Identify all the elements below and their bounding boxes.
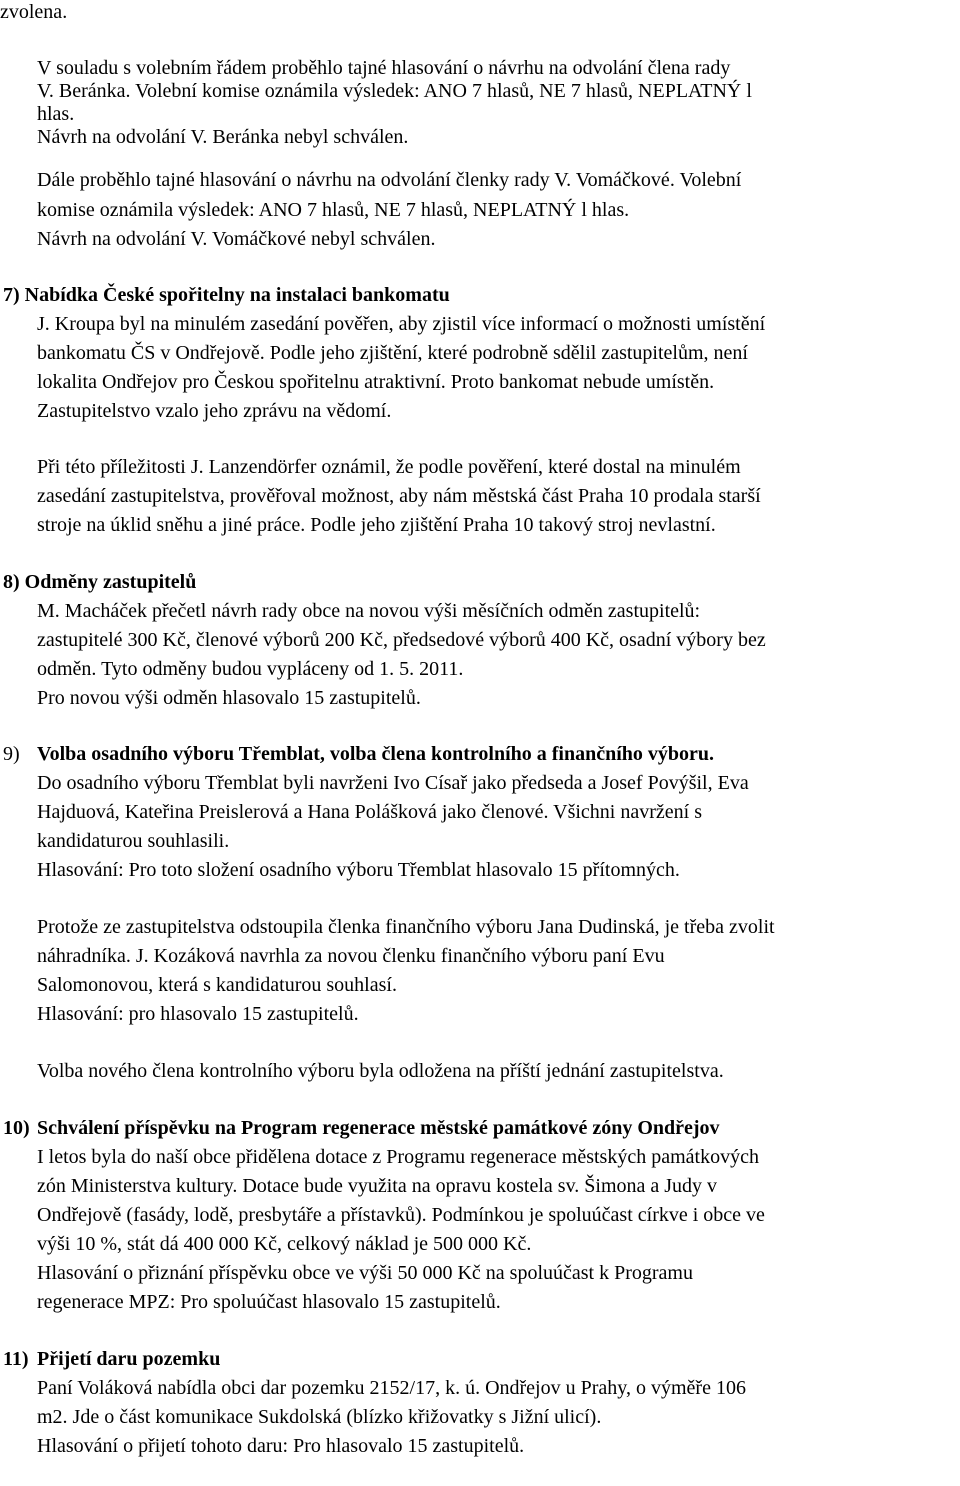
text-line: hlas. xyxy=(37,103,75,125)
text-line: Hajduová, Kateřina Preislerová a Hana Polášková jako členové. Všichni navržení s xyxy=(37,801,702,823)
section-heading: 7) Nabídka České spořitelny na instalaci bankomatu xyxy=(3,284,450,306)
text-line: Hlasování o přijetí tohoto daru: Pro hlasovalo 15 zastupitelů. xyxy=(37,1435,525,1457)
section-heading: 8) Odměny zastupitelů xyxy=(3,571,197,593)
text-line: Pro novou výši odměn hlasovalo 15 zastupitelů. xyxy=(37,687,421,709)
text-line: Hlasování: Pro toto složení osadního výboru Třemblat hlasovalo 15 přítomných. xyxy=(37,859,680,881)
text-line: regenerace MPZ: Pro spoluúčast hlasovalo 15 zastupitelů. xyxy=(37,1291,501,1313)
section-heading: Přijetí daru pozemku xyxy=(37,1348,221,1370)
text-line: výši 10 %, stát dá 400 000 Kč, celkový náklad je 500 000 Kč. xyxy=(37,1233,532,1255)
text-line: Zastupitelstvo vzalo jeho zprávu na vědomí. xyxy=(37,400,392,422)
text-line: Hlasování: pro hlasovalo 15 zastupitelů. xyxy=(37,1003,359,1025)
section-number: 11) xyxy=(3,1348,29,1370)
text-line: náhradníka. J. Kozáková navrhla za novou členku finančního výboru paní Evu xyxy=(37,945,665,967)
text-line: Dále proběhlo tajné hlasování o návrhu na odvolání členky rady V. Vomáčkové. Volební xyxy=(37,169,742,191)
text-line: I letos byla do naší obce přidělena dotace z Programu regenerace městských památkových xyxy=(37,1146,759,1168)
text-line: zastupitelé 300 Kč, členové výborů 200 Kč, předsedové výborů 400 Kč, osadní výbory bez xyxy=(37,629,766,651)
text-line: lokalita Ondřejov pro Českou spořitelnu atraktivní. Proto bankomat nebude umístěn. xyxy=(37,371,715,393)
text-line: Volba nového člena kontrolního výboru byla odložena na příští jednání zastupitelstva. xyxy=(37,1060,724,1082)
text-line: zón Ministerstva kultury. Dotace bude využita na opravu kostela sv. Šimona a Judy v xyxy=(37,1175,718,1197)
text-line: Salomonovou, která s kandidaturou souhlasí. xyxy=(37,974,397,996)
text-line: Hlasování o přiznání příspěvku obce ve výši 50 000 Kč na spoluúčast k Programu xyxy=(37,1262,693,1284)
section-number: 10) xyxy=(3,1117,30,1139)
text-line: V souladu s volebním řádem proběhlo tajné hlasování o návrhu na odvolání člena rady xyxy=(37,57,731,79)
text-line: Paní Voláková nabídla obci dar pozemku 2152/17, k. ú. Ondřejov u Prahy, o výměře 106 xyxy=(37,1377,746,1399)
text-line: kandidaturou souhlasili. xyxy=(37,830,230,852)
text-line: Do osadního výboru Třemblat byli navrženi Ivo Císař jako předseda a Josef Povýšil, Eva xyxy=(37,772,749,794)
text-line: V. Beránka. Volební komise oznámila výsledek: ANO 7 hlasů, NE 7 hlasů, NEPLATNÝ l xyxy=(37,80,752,102)
text-line: komise oznámila výsledek: ANO 7 hlasů, NE 7 hlasů, NEPLATNÝ l hlas. xyxy=(37,199,630,221)
text-line: m2. Jde o část komunikace Sukdolská (blízko křižovatky s Jižní ulicí). xyxy=(37,1406,602,1428)
text-line: odměn. Tyto odměny budou vypláceny od 1. 5. 2011. xyxy=(37,658,464,680)
text-line: zvolena. xyxy=(0,1,68,23)
text-line: zasedání zastupitelstva, prověřoval možnost, aby nám městská část Praha 10 prodala starší xyxy=(37,485,761,507)
text-line: stroje na úklid sněhu a jiné práce. Podle jeho zjištění Praha 10 takový stroj nevlastní. xyxy=(37,514,716,536)
text-line: bankomatu ČS v Ondřejově. Podle jeho zjištění, které podrobně sdělil zastupitelům, není xyxy=(37,342,748,364)
text-line: M. Macháček přečetl návrh rady obce na novou výši měsíčních odměn zastupitelů: xyxy=(37,600,701,622)
text-line: J. Kroupa byl na minulém zasedání pověřen, aby zjistil více informací o možnosti umístění xyxy=(37,313,766,335)
text-line: Protože ze zastupitelstva odstoupila členka finančního výboru Jana Dudinská, je třeba zvolit xyxy=(37,916,775,938)
text-line: Při této příležitosti J. Lanzendörfer oznámil, že podle pověření, které dostal na minulém xyxy=(37,456,741,478)
text-line: Návrh na odvolání V. Beránka nebyl schválen. xyxy=(37,126,409,148)
text-line: Návrh na odvolání V. Vomáčkové nebyl schválen. xyxy=(37,228,436,250)
section-heading: Volba osadního výboru Třemblat, volba člena kontrolního a finančního výboru. xyxy=(37,743,715,765)
section-number: 9) xyxy=(3,743,20,765)
section-heading: Schválení příspěvku na Program regenerace městské památkové zóny Ondřejov xyxy=(37,1117,720,1139)
text-line: Ondřejově (fasády, lodě, presbytáře a přístavků). Podmínkou je spoluúčast církve i obce ve xyxy=(37,1204,765,1226)
